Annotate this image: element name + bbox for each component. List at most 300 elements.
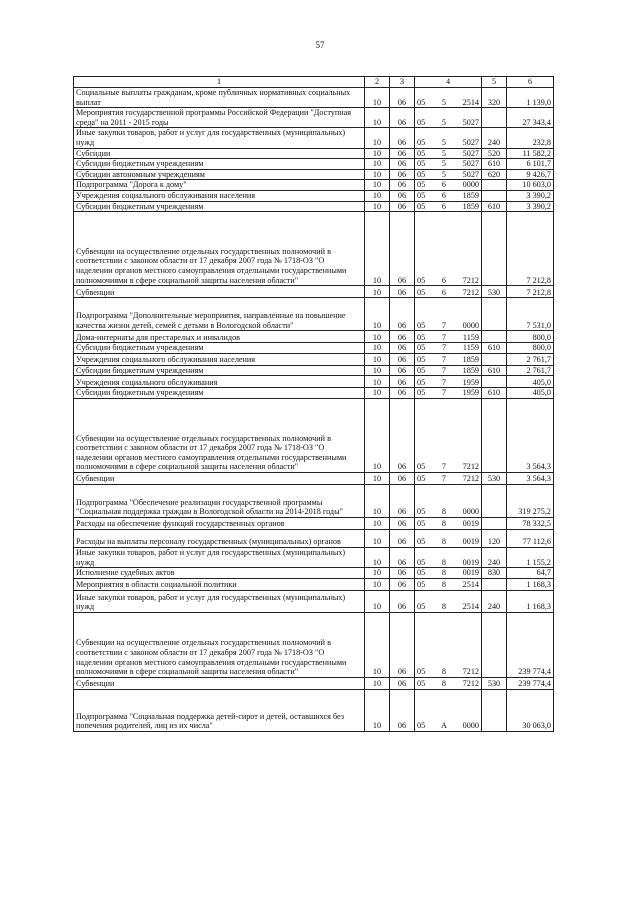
target-article-cell: [415, 590, 482, 612]
code-part: 7212: [462, 667, 479, 677]
code-part: 05: [417, 97, 426, 107]
code-part: 05: [417, 287, 426, 297]
target-article-code: [417, 388, 479, 398]
section-code-cell: 10: [365, 331, 390, 343]
amount-cell: 239 774,4: [507, 677, 554, 689]
amount-cell: 77 112,6: [507, 529, 554, 547]
section-code-cell: 10: [365, 689, 390, 731]
code-part: 0019: [462, 568, 479, 578]
target-article-code: [417, 558, 479, 568]
target-article-code: [417, 474, 479, 484]
table-row: [74, 365, 554, 376]
table-row: [74, 159, 554, 170]
amount-cell: 1 168,3: [507, 590, 554, 612]
code-part: 05: [417, 169, 426, 179]
row-name-cell: Субсидии бюджетным учреждениям: [74, 365, 365, 376]
section-code-cell: 10: [365, 212, 390, 286]
amount-cell: 2 761,7: [507, 353, 554, 365]
expense-type-cell: 240: [482, 128, 507, 148]
amount-cell: 6 101,7: [507, 159, 554, 170]
expense-type-cell: [482, 484, 507, 517]
amount-cell: 30 063,0: [507, 689, 554, 731]
target-article-cell: [415, 677, 482, 689]
target-article-cell: [415, 376, 482, 388]
subsection-code-cell: 06: [390, 190, 415, 201]
row-name-cell: Субсидии бюджетным учреждениям: [74, 159, 365, 170]
amount-cell: 3 564,3: [507, 472, 554, 484]
code-part: 8: [441, 679, 446, 689]
code-part: 05: [417, 332, 426, 342]
subsection-code-cell: 06: [390, 180, 415, 191]
code-part: 5027: [462, 159, 479, 169]
subsection-code-cell: 06: [390, 398, 415, 472]
code-part: 6: [441, 180, 446, 190]
code-part: 0019: [462, 537, 479, 547]
header-cell: 4: [415, 77, 482, 88]
target-article-cell: [415, 529, 482, 547]
code-part: 5: [441, 137, 446, 147]
expense-type-cell: 240: [482, 547, 507, 567]
expense-type-cell: 530: [482, 677, 507, 689]
code-part: 6: [441, 287, 446, 297]
code-part: 05: [417, 320, 426, 330]
target-article-cell: [415, 108, 482, 128]
row-name-cell: Субвенции: [74, 677, 365, 689]
amount-cell: 27 343,4: [507, 108, 554, 128]
code-part: 8: [441, 602, 446, 612]
code-part: 1959: [462, 388, 479, 398]
section-code-cell: 10: [365, 190, 390, 201]
section-code-cell: 10: [365, 398, 390, 472]
code-part: 8: [441, 519, 446, 529]
code-part: 0000: [462, 180, 479, 190]
subsection-code-cell: 06: [390, 677, 415, 689]
code-part: 7: [441, 388, 446, 398]
amount-cell: 1 155,2: [507, 547, 554, 567]
table-header-row: [74, 77, 554, 88]
amount-cell: 3 390,2: [507, 190, 554, 201]
expense-type-cell: [482, 578, 507, 590]
subsection-code-cell: 06: [390, 529, 415, 547]
subsection-code-cell: 06: [390, 353, 415, 365]
target-article-code: [417, 507, 479, 517]
code-part: 7: [442, 332, 447, 342]
target-article-cell: [415, 159, 482, 170]
code-part: 05: [417, 462, 426, 472]
row-name-cell: Субвенции: [74, 472, 365, 484]
target-article-code: [417, 180, 479, 190]
target-article-cell: [415, 343, 482, 354]
amount-cell: 9 426,7: [507, 169, 554, 180]
table-row: [74, 88, 554, 108]
row-name-cell: Субсидии автономным учреждениям: [74, 169, 365, 180]
target-article-code: [417, 462, 479, 472]
code-part: 5027: [462, 137, 479, 147]
section-code-cell: 10: [365, 88, 390, 108]
section-code-cell: 10: [365, 180, 390, 191]
code-part: 05: [417, 117, 426, 127]
row-name-cell: Мероприятия в области социальной политики: [74, 578, 365, 590]
header-cell: 6: [507, 77, 554, 88]
code-part: 5: [441, 169, 446, 179]
code-part: 7: [441, 355, 446, 365]
target-article-cell: [415, 365, 482, 376]
target-article-code: [417, 366, 479, 376]
amount-cell: 405,0: [507, 388, 554, 399]
target-article-cell: [415, 398, 482, 472]
section-code-cell: 10: [365, 578, 390, 590]
amount-cell: 7 531,0: [507, 298, 554, 331]
code-part: 5: [441, 97, 446, 107]
subsection-code-cell: 06: [390, 388, 415, 399]
code-part: 6: [441, 201, 446, 211]
amount-cell: 7 212,8: [507, 286, 554, 298]
code-part: 7: [441, 474, 446, 484]
target-article-code: [417, 378, 479, 388]
code-part: 8: [441, 580, 446, 590]
row-name-cell: Исполнение судебных актов: [74, 568, 365, 579]
budget-table: [73, 76, 554, 732]
code-part: 7: [441, 320, 446, 330]
code-part: 05: [417, 667, 426, 677]
target-article-code: [417, 580, 479, 590]
row-name-cell: Иные закупки товаров, работ и услуг для государственных (муниципальных) нужд: [74, 590, 365, 612]
table-row: [74, 331, 554, 343]
subsection-code-cell: 06: [390, 578, 415, 590]
expense-type-cell: [482, 212, 507, 286]
section-code-cell: 10: [365, 108, 390, 128]
subsection-code-cell: 06: [390, 108, 415, 128]
table-row: [74, 376, 554, 388]
subsection-code-cell: 06: [390, 365, 415, 376]
subsection-code-cell: 06: [390, 517, 415, 529]
code-part: 5027: [462, 117, 479, 127]
target-article-code: [417, 355, 479, 365]
subsection-code-cell: 06: [390, 547, 415, 567]
row-name-cell: Субсидии: [74, 148, 365, 159]
table-row: [74, 190, 554, 201]
code-part: 8: [441, 537, 446, 547]
section-code-cell: 10: [365, 286, 390, 298]
row-name-cell: Подпрограмма "Дополнительные мероприятия, направленные на повышение качества жизни детей, семей с детьми в Вологодской области": [74, 298, 365, 331]
code-part: 0019: [462, 557, 479, 567]
row-name-cell: Подпрограмма "Обеспечение реализации государственной программы "Социальная поддержка граждан в Вологодской области на 2014-2018 годы": [74, 484, 365, 517]
target-article-cell: [415, 472, 482, 484]
code-part: 5: [441, 117, 446, 127]
code-part: 0000: [462, 320, 479, 330]
subsection-code-cell: 06: [390, 472, 415, 484]
target-article-cell: [415, 128, 482, 148]
code-part: 05: [417, 580, 426, 590]
section-code-cell: 10: [365, 376, 390, 388]
table-row: [74, 286, 554, 298]
table-row: [74, 298, 554, 331]
section-code-cell: 10: [365, 529, 390, 547]
header-cell: 1: [74, 77, 365, 88]
code-part: 8: [441, 557, 446, 567]
code-part: 2514: [462, 97, 479, 107]
target-article-code: [417, 202, 479, 212]
target-article-code: [417, 170, 479, 180]
code-part: 2514: [462, 602, 479, 612]
target-article-cell: [415, 568, 482, 579]
code-part: 05: [417, 507, 426, 517]
amount-cell: 11 582,2: [507, 148, 554, 159]
expense-type-cell: 520: [482, 148, 507, 159]
code-part: 7212: [462, 462, 479, 472]
row-name-cell: Расходы на выплаты персоналу государственных (муниципальных) органов: [74, 529, 365, 547]
code-part: 05: [417, 557, 426, 567]
subsection-code-cell: 06: [390, 298, 415, 331]
page-number: 57: [315, 40, 325, 50]
target-article-code: [417, 667, 479, 677]
subsection-code-cell: 06: [390, 612, 415, 677]
expense-type-cell: 120: [482, 529, 507, 547]
expense-type-cell: 530: [482, 286, 507, 298]
section-code-cell: 10: [365, 169, 390, 180]
section-code-cell: 10: [365, 148, 390, 159]
code-part: 05: [417, 148, 426, 158]
subsection-code-cell: 06: [390, 343, 415, 354]
code-part: 05: [417, 365, 426, 375]
expense-type-cell: [482, 517, 507, 529]
expense-type-cell: 610: [482, 365, 507, 376]
target-article-cell: [415, 169, 482, 180]
expense-type-cell: 830: [482, 568, 507, 579]
expense-type-cell: [482, 108, 507, 128]
row-name-cell: Субвенции на осуществление отдельных государственных полномочий в соответствии с законом области от 17 декабря 2007 года № 1718-ОЗ "О наделении органов местного самоуправления отдельными государственными полномочиями в сфере социальной защиты населения области": [74, 212, 365, 286]
target-article-code: [417, 138, 479, 148]
code-part: 05: [417, 519, 426, 529]
target-article-cell: [415, 180, 482, 191]
subsection-code-cell: 06: [390, 689, 415, 731]
amount-cell: 10 603,0: [507, 180, 554, 191]
subsection-code-cell: 06: [390, 88, 415, 108]
subsection-code-cell: 06: [390, 169, 415, 180]
target-article-code: [417, 568, 479, 578]
target-article-code: [417, 343, 479, 353]
target-article-cell: [415, 190, 482, 201]
section-code-cell: 10: [365, 353, 390, 365]
target-article-code: [417, 191, 479, 201]
code-part: 05: [417, 721, 426, 731]
amount-cell: 800,0: [507, 343, 554, 354]
expense-type-cell: [482, 331, 507, 343]
table-row: [74, 568, 554, 579]
code-part: 0019: [462, 519, 479, 529]
subsection-code-cell: 06: [390, 568, 415, 579]
code-part: 6: [441, 275, 446, 285]
code-part: 05: [417, 275, 426, 285]
table-row: [74, 180, 554, 191]
target-article-cell: [415, 547, 482, 567]
subsection-code-cell: 06: [390, 331, 415, 343]
row-name-cell: Дома-интернаты для престарелых и инвалидов: [74, 331, 365, 343]
target-article-cell: [415, 298, 482, 331]
target-article-cell: [415, 148, 482, 159]
row-name-cell: Подпрограмма "Дорога к дому": [74, 180, 365, 191]
expense-type-cell: 610: [482, 201, 507, 212]
code-part: 8: [441, 667, 446, 677]
row-name-cell: Мероприятия государственной программы Российской Федерации "Доступная среда" на 2011 - 2015 годы: [74, 108, 365, 128]
section-code-cell: 10: [365, 484, 390, 517]
code-part: 7212: [462, 287, 479, 297]
section-code-cell: 10: [365, 128, 390, 148]
target-article-cell: [415, 331, 482, 343]
table-row: [74, 343, 554, 354]
table-row: [74, 398, 554, 472]
code-part: А: [440, 721, 447, 731]
table-row: [74, 353, 554, 365]
code-part: 7212: [462, 474, 479, 484]
code-part: 05: [417, 388, 426, 398]
expense-type-cell: 610: [482, 343, 507, 354]
code-part: 05: [417, 201, 426, 211]
section-code-cell: 10: [365, 677, 390, 689]
code-part: 05: [417, 602, 426, 612]
expense-type-cell: [482, 689, 507, 731]
row-name-cell: Субсидии бюджетным учреждениям: [74, 201, 365, 212]
expense-type-cell: 610: [482, 159, 507, 170]
target-article-code: [417, 679, 479, 689]
code-part: 05: [417, 159, 426, 169]
expense-type-cell: [482, 180, 507, 191]
subsection-code-cell: 06: [390, 286, 415, 298]
table-row: [74, 612, 554, 677]
target-article-cell: [415, 201, 482, 212]
code-part: 1859: [462, 365, 479, 375]
code-part: 05: [417, 474, 426, 484]
code-part: 7: [441, 365, 446, 375]
expense-type-cell: [482, 376, 507, 388]
code-part: 8: [441, 568, 446, 578]
target-article-cell: [415, 212, 482, 286]
section-code-cell: 10: [365, 159, 390, 170]
section-code-cell: 10: [365, 547, 390, 567]
section-code-cell: 10: [365, 612, 390, 677]
code-part: 7212: [462, 275, 479, 285]
row-name-cell: Иные закупки товаров, работ и услуг для государственных (муниципальных) нужд: [74, 547, 365, 567]
header-cell: 2: [365, 77, 390, 88]
section-code-cell: 10: [365, 365, 390, 376]
target-article-cell: [415, 88, 482, 108]
table-row: [74, 677, 554, 689]
target-article-cell: [415, 388, 482, 399]
subsection-code-cell: 06: [390, 128, 415, 148]
code-part: 1159: [462, 343, 479, 353]
expense-type-cell: 610: [482, 388, 507, 399]
code-part: 05: [417, 343, 426, 353]
expense-type-cell: [482, 298, 507, 331]
row-name-cell: Иные закупки товаров, работ и услуг для государственных (муниципальных) нужд: [74, 128, 365, 148]
amount-cell: 1 168,3: [507, 578, 554, 590]
amount-cell: 232,8: [507, 128, 554, 148]
code-part: 05: [417, 679, 426, 689]
subsection-code-cell: 06: [390, 590, 415, 612]
code-part: 0000: [462, 507, 479, 517]
code-part: 05: [417, 180, 426, 190]
amount-cell: 239 774,4: [507, 612, 554, 677]
target-article-code: [417, 149, 479, 159]
row-name-cell: Расходы на обеспечение функций государственных органов: [74, 517, 365, 529]
table-row: [74, 590, 554, 612]
section-code-cell: 10: [365, 298, 390, 331]
table-row: [74, 547, 554, 567]
code-part: 1859: [462, 355, 479, 365]
code-part: 05: [417, 568, 426, 578]
target-article-cell: [415, 517, 482, 529]
subsection-code-cell: 06: [390, 212, 415, 286]
section-code-cell: 10: [365, 343, 390, 354]
target-article-cell: [415, 689, 482, 731]
target-article-cell: [415, 612, 482, 677]
target-article-code: [417, 333, 479, 343]
row-name-cell: Учреждения социального обслуживания населения: [74, 190, 365, 201]
amount-cell: 800,0: [507, 331, 554, 343]
target-article-code: [417, 98, 479, 108]
expense-type-cell: 320: [482, 88, 507, 108]
subsection-code-cell: 06: [390, 376, 415, 388]
amount-cell: 2 761,7: [507, 365, 554, 376]
subsection-code-cell: 06: [390, 148, 415, 159]
row-name-cell: Социальные выплаты гражданам, кроме публичных нормативных социальных выплат: [74, 88, 365, 108]
code-part: 1859: [462, 201, 479, 211]
expense-type-cell: 240: [482, 590, 507, 612]
header-cell: 3: [390, 77, 415, 88]
table-row: [74, 212, 554, 286]
target-article-code: [417, 537, 479, 547]
table-row: [74, 472, 554, 484]
target-article-code: [417, 721, 479, 731]
code-part: 5: [441, 159, 446, 169]
expense-type-cell: [482, 353, 507, 365]
amount-cell: 1 139,0: [507, 88, 554, 108]
code-part: 2514: [462, 580, 479, 590]
header-cell: 5: [482, 77, 507, 88]
row-name-cell: Подпрограмма "Социальная поддержка детей-сирот и детей, оставшихся без попечения родителей, лиц из их числа": [74, 689, 365, 731]
code-part: 6: [441, 190, 446, 200]
amount-cell: 3 390,2: [507, 201, 554, 212]
target-article-code: [417, 159, 479, 169]
row-name-cell: Учреждения социального обслуживания: [74, 376, 365, 388]
code-part: 05: [417, 537, 426, 547]
target-article-code: [417, 321, 479, 331]
row-name-cell: Субвенции: [74, 286, 365, 298]
code-part: 05: [417, 355, 426, 365]
code-part: 7212: [462, 679, 479, 689]
expense-type-cell: 620: [482, 169, 507, 180]
section-code-cell: 10: [365, 517, 390, 529]
table-row: [74, 388, 554, 399]
code-part: 0000: [462, 721, 479, 731]
table-row: [74, 148, 554, 159]
section-code-cell: 10: [365, 568, 390, 579]
amount-cell: 78 332,5: [507, 517, 554, 529]
target-article-cell: [415, 286, 482, 298]
code-part: 05: [417, 137, 426, 147]
row-name-cell: Субвенции на осуществление отдельных государственных полномочий в соответствии с законом области от 17 декабря 2007 года № 1718-ОЗ "О наделении органов местного самоуправления отдельными государственными полномочиями в сфере социальной защиты населения области": [74, 612, 365, 677]
table-row: [74, 108, 554, 128]
code-part: 5027: [462, 148, 479, 158]
subsection-code-cell: 06: [390, 159, 415, 170]
row-name-cell: Учреждения социального обслуживания населения: [74, 353, 365, 365]
expense-type-cell: 530: [482, 472, 507, 484]
row-name-cell: Субсидии бюджетным учреждениям: [74, 343, 365, 354]
section-code-cell: 10: [365, 472, 390, 484]
target-article-code: [417, 288, 479, 298]
target-article-code: [417, 276, 479, 286]
section-code-cell: 10: [365, 201, 390, 212]
